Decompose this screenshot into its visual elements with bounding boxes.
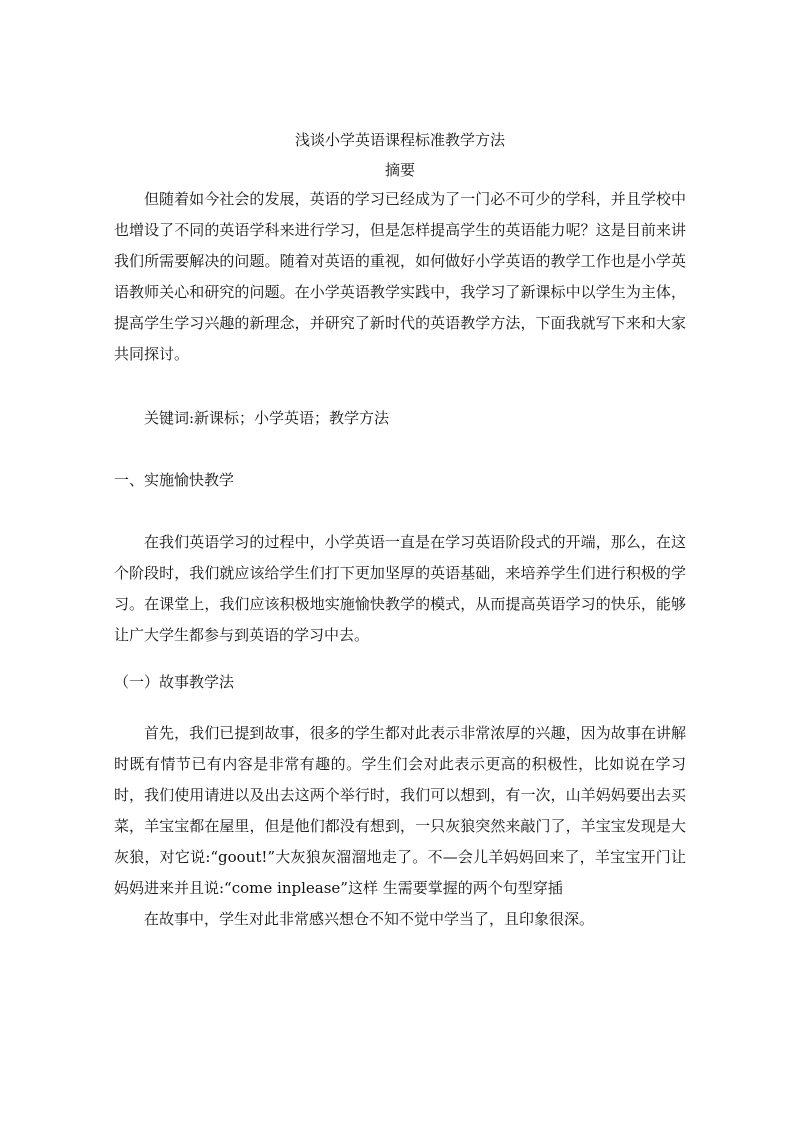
subsection-paragraph: 首先，我们已提到故事，很多的学生都对此表示非常浓厚的兴趣，因为故事在讲解时既有情节已有内容是非常有趣的。学生们会对此表示更高的积极性，比如说在学习时，我们使用请进以及出去这两个举行时，我们可以想到，有一次，山羊妈妈要出去买菜，羊宝宝都在屋里，但是他们都没有想到，一只灰狼突然来敲门了，羊宝宝发现是大灰狼，对它说:“goout!”大灰狼灰溜溜地走了。不—会儿羊妈妈回来了，羊宝宝开门让妈妈进来并且说:“come inplease”这样 生需要掌握的两个句型穿插 [114,724,686,897]
document-title: 浅谈小学英语课程标准教学方法 [294,131,505,149]
abstract-paragraph: 但随着如今社会的发展，英语的学习已经成为了一门必不可少的学科，并且学校中也增设了不同的英语学科来进行学习，但是怎样提高学生的英语能力呢？这是目前来讲我们所需要解决的问题。随着对英语的重视，如何做好小学英语的教学工作也是小学英语教师关心和研究的问题。在小学英语教学实践中，我学习了新课标中以学生为主体，提高学生学习兴趣的新理念，并研究了新时代的英语教学方法，下面我就写下来和大家共同探讨。 [114,190,686,363]
subsection-heading: （一）故事教学法 [114,673,235,691]
section-paragraph: 在我们英语学习的过程中，小学英语一直是在学习英语阶段式的开端，那么，在这个阶段时，我们就应该给学生们打下更加坚厚的英语基础，来培养学生们进行积极的学习。在课堂上，我们应该积极地实施愉快教学的模式，从而提高英语学习的快乐，能够让广大学生都参与到英语的学习中去。 [114,533,686,644]
subsection-paragraph-continued: 在故事中，学生对此非常感兴想仓不知不觉中学当了，且印象很深。 [144,910,595,928]
document-body [114,128,686,935]
keywords-line: 关键词:新课标；小学英语；教学方法 [144,409,390,427]
section-heading: 一、实施愉快教学 [114,471,235,489]
abstract-heading: 摘要 [384,161,415,179]
